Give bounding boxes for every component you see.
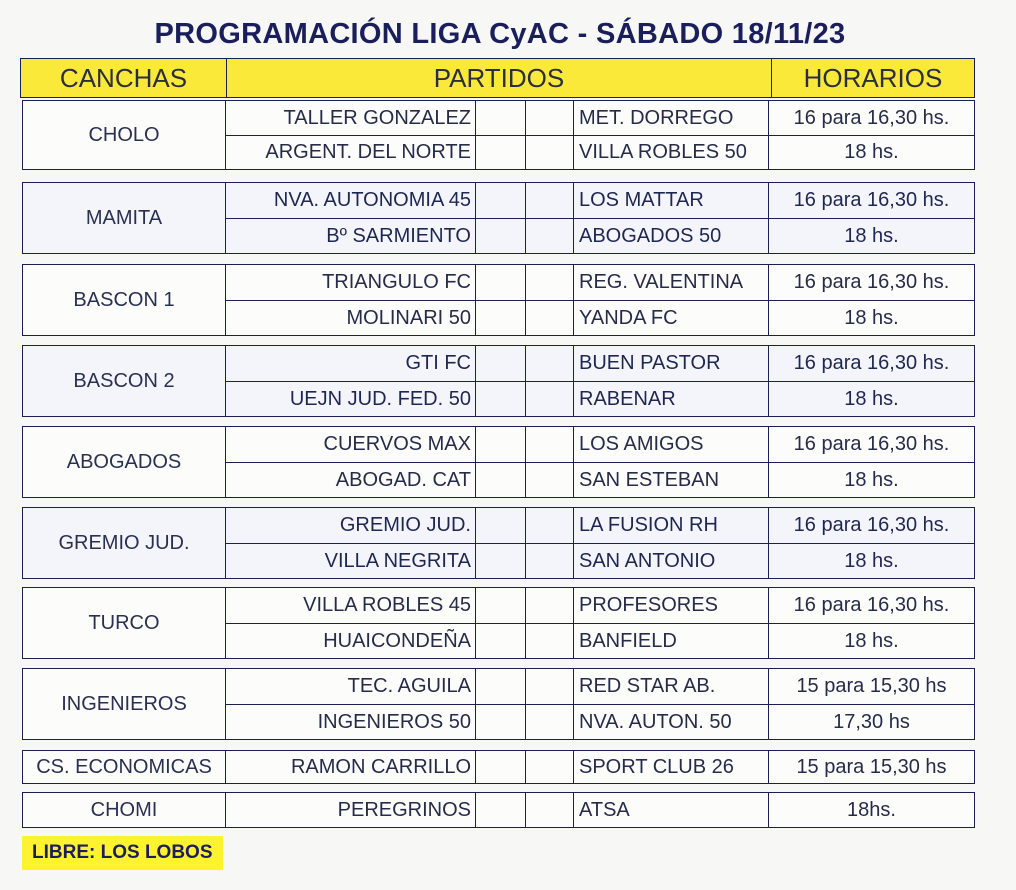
cancha-name: BASCON 1 [23, 265, 226, 335]
match-row [226, 382, 974, 416]
header-canchas: CANCHAS [21, 59, 227, 97]
cancha-name: CHOLO [23, 101, 226, 169]
cancha-name: CHOMI [23, 793, 226, 827]
home-team: PEREGRINOS [226, 793, 476, 827]
cancha-block [22, 100, 975, 170]
match-time: 16 para 16,30 hs. [793, 271, 950, 293]
score-cell [526, 705, 574, 739]
home-team: MOLINARI 50 [226, 301, 476, 335]
match-time: 18 hs. [844, 468, 899, 491]
score-cell [526, 544, 574, 578]
match-time: 18hs. [847, 798, 896, 821]
match-row [226, 463, 974, 497]
match-row [226, 544, 974, 578]
home-team: NVA. AUTONOMIA 45 [226, 183, 476, 218]
away-team: LA FUSION RH [574, 508, 769, 543]
score-cell [476, 588, 526, 623]
score-cell [526, 265, 574, 300]
match-time: 17,30 hs [833, 710, 910, 733]
match-time: 18 hs. [844, 306, 899, 329]
score-cell [476, 705, 526, 739]
away-team: PROFESORES [574, 588, 769, 623]
score-cell [526, 508, 574, 543]
score-cell [526, 101, 574, 135]
match-row [226, 265, 974, 301]
match-row [226, 751, 974, 783]
home-team: GREMIO JUD. [226, 508, 476, 543]
score-cell [526, 669, 574, 704]
cancha-block [22, 587, 975, 659]
score-cell [526, 427, 574, 462]
home-team: Bº SARMIENTO [226, 219, 476, 253]
cancha-block [22, 668, 975, 740]
away-team: MET. DORREGO [574, 101, 769, 135]
score-cell [526, 463, 574, 497]
away-team: ATSA [574, 793, 769, 827]
score-cell [476, 669, 526, 704]
match-time: 16 para 16,30 hs. [793, 433, 950, 455]
score-cell [476, 382, 526, 416]
score-cell [476, 136, 526, 169]
page-title: PROGRAMACIÓN LIGA CyAC - SÁBADO 18/11/23 [154, 18, 846, 50]
home-team: ABOGAD. CAT [226, 463, 476, 497]
cancha-block [22, 264, 975, 336]
cancha-name: TURCO [23, 588, 226, 658]
match-time: 16 para 16,30 hs. [793, 594, 950, 616]
score-cell [476, 427, 526, 462]
match-row [226, 101, 974, 136]
match-row [226, 705, 974, 739]
away-team: SAN ANTONIO [574, 544, 769, 578]
away-team: RED STAR AB. [574, 669, 769, 704]
home-team: GTI FC [226, 346, 476, 381]
cancha-name: MAMITA [23, 183, 226, 253]
header-horarios: HORARIOS [803, 62, 943, 93]
score-cell [476, 219, 526, 253]
score-cell [476, 101, 526, 135]
score-cell [476, 793, 526, 827]
away-team: ABOGADOS 50 [574, 219, 769, 253]
score-cell [526, 588, 574, 623]
away-team: LOS AMIGOS [574, 427, 769, 462]
score-cell [526, 219, 574, 253]
match-time: 16 para 16,30 hs. [793, 352, 950, 374]
cancha-block [22, 792, 975, 828]
score-cell [526, 301, 574, 335]
score-cell [526, 346, 574, 381]
score-cell [476, 183, 526, 218]
match-row [226, 346, 974, 382]
cancha-block [22, 182, 975, 254]
cancha-name: INGENIEROS [23, 669, 226, 739]
away-team: LOS MATTAR [574, 183, 769, 218]
away-team: BANFIELD [574, 624, 769, 658]
home-team: TEC. AGUILA [226, 669, 476, 704]
cancha-block [22, 426, 975, 498]
score-cell [476, 751, 526, 783]
match-row [226, 183, 974, 219]
cancha-block [22, 507, 975, 579]
home-team: TRIANGULO FC [226, 265, 476, 300]
match-time: 18 hs. [844, 224, 899, 247]
home-team: VILLA ROBLES 45 [226, 588, 476, 623]
away-team: YANDA FC [574, 301, 769, 335]
match-time: 18 hs. [844, 141, 899, 163]
score-cell [476, 301, 526, 335]
match-time: 15 para 15,30 hs [796, 675, 947, 697]
match-row [226, 624, 974, 658]
score-cell [476, 463, 526, 497]
away-team: VILLA ROBLES 50 [574, 136, 769, 169]
match-time: 18 hs. [844, 387, 899, 410]
score-cell [476, 265, 526, 300]
match-row [226, 588, 974, 624]
away-team: SPORT CLUB 26 [574, 751, 769, 783]
away-team: SAN ESTEBAN [574, 463, 769, 497]
match-time: 16 para 16,30 hs. [793, 514, 950, 536]
score-cell [526, 624, 574, 658]
home-team: ARGENT. DEL NORTE [226, 136, 476, 169]
cancha-name: CS. ECONOMICAS [23, 751, 226, 783]
home-team: VILLA NEGRITA [226, 544, 476, 578]
away-team: REG. VALENTINA [574, 265, 769, 300]
cancha-name: BASCON 2 [23, 346, 226, 416]
away-team: NVA. AUTON. 50 [574, 705, 769, 739]
score-cell [526, 751, 574, 783]
score-cell [526, 793, 574, 827]
cancha-block [22, 750, 975, 784]
match-row [226, 301, 974, 335]
match-time: 15 para 15,30 hs [796, 755, 947, 778]
home-team: TALLER GONZALEZ [226, 101, 476, 135]
score-cell [476, 544, 526, 578]
home-team: HUAICONDEÑA [226, 624, 476, 658]
cancha-block [22, 345, 975, 417]
match-row [226, 793, 974, 827]
home-team: CUERVOS MAX [226, 427, 476, 462]
match-time: 16 para 16,30 hs. [793, 189, 950, 211]
match-time: 16 para 16,30 hs. [793, 106, 950, 129]
match-row [226, 219, 974, 253]
score-cell [476, 346, 526, 381]
cancha-name: GREMIO JUD. [23, 508, 226, 578]
match-row [226, 136, 974, 169]
cancha-name: ABOGADOS [23, 427, 226, 497]
home-team: UEJN JUD. FED. 50 [226, 382, 476, 416]
home-team: RAMON CARRILLO [226, 751, 476, 783]
table-header [20, 58, 975, 98]
away-team: RABENAR [574, 382, 769, 416]
match-row [226, 427, 974, 463]
libre-label: LIBRE: LOS LOBOS [22, 836, 223, 870]
match-time: 18 hs. [844, 549, 899, 572]
score-cell [476, 624, 526, 658]
match-row [226, 669, 974, 705]
score-cell [526, 183, 574, 218]
home-team: INGENIEROS 50 [226, 705, 476, 739]
score-cell [476, 508, 526, 543]
header-partidos: PARTIDOS [227, 59, 772, 97]
away-team: BUEN PASTOR [574, 346, 769, 381]
score-cell [526, 136, 574, 169]
match-row [226, 508, 974, 544]
match-time: 18 hs. [844, 629, 899, 652]
score-cell [526, 382, 574, 416]
